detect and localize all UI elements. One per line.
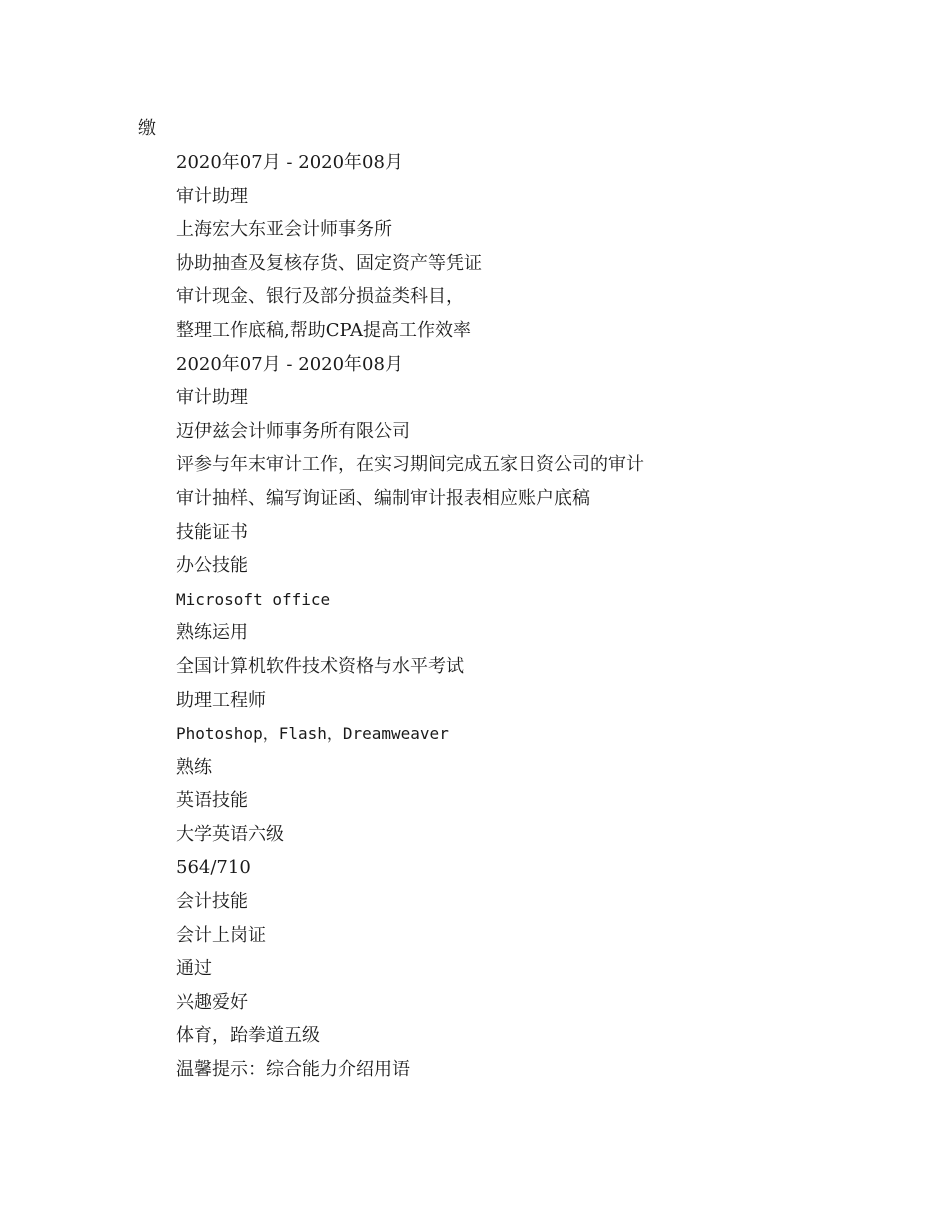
text-line: 564/710 [176,857,251,879]
text-line: 会计上岗证 [176,924,266,946]
text-line: 全国计算机软件技术资格与水平考试 [176,655,464,677]
text-line: 办公技能 [176,555,248,577]
text-line: Photoshop，Flash，Dreamweaver [176,724,449,744]
text-line: 协助抽查及复核存货、固定资产等凭证 [176,252,482,274]
text-line: 熟练运用 [176,622,248,644]
text-line: 兴趣爱好 [176,991,248,1013]
text-line: 熟练 [176,756,212,778]
text-line: 审计抽样、编写询证函、编制审计报表相应账户底稿 [176,487,590,509]
text-line: 体育，跆拳道五级 [176,1025,320,1047]
text-line: 整理工作底稿,帮助CPA提高工作效率 [176,319,471,341]
text-line: 审计现金、银行及部分损益类科目， [176,286,464,308]
text-line: 助理工程师 [176,689,266,711]
text-line: 评参与年末审计工作，在实习期间完成五家日资公司的审计 [176,454,644,476]
text-line: 温馨提示：综合能力介绍用语 [176,1059,410,1081]
text-line: 上海宏大东亚会计师事务所 [176,219,392,241]
text-line: 审计助理 [176,387,248,409]
text-line: 迈伊兹会计师事务所有限公司 [176,420,410,442]
first-line-text: 缴 [138,118,156,139]
text-line: 2020年07月 - 2020年08月 [176,353,403,375]
text-line: 会计技能 [176,891,248,913]
text-line: 2020年07月 - 2020年08月 [176,152,403,173]
text-line: 通过 [176,958,212,980]
text-line: 审计助理 [176,185,248,207]
document-lines [176,151,644,1092]
text-line: 技能证书 [176,521,248,543]
text-line: Microsoft office [176,589,331,609]
text-line: 英语技能 [176,790,248,812]
text-line: 大学英语六级 [176,823,284,845]
